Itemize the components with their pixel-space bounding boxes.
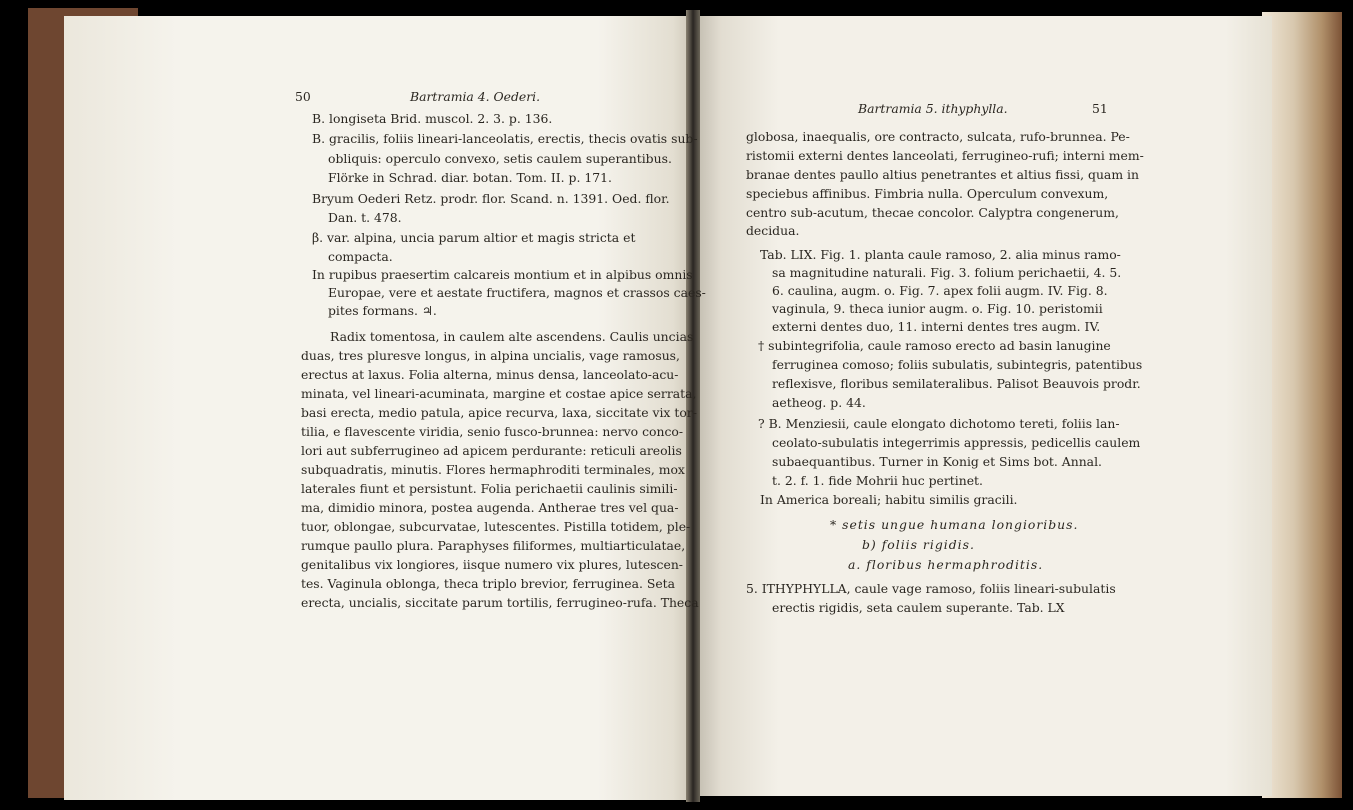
section-heading: a. floribus hermaphroditis. (848, 557, 1044, 572)
text-line: In America boreali; habitu similis gracili. (760, 492, 1018, 507)
text-line: tes. Vaginula oblonga, theca triplo brevior, ferruginea. Seta (301, 576, 676, 591)
text-line: obliquis: operculo convexo, setis caulem superantibus. (328, 151, 672, 166)
text-line: vaginula, 9. theca iunior augm. o. Fig. 10. peristomii (772, 301, 1103, 316)
text-line: ceolato-subulatis integerrimis appressis, pedicellis caulem (772, 435, 1141, 450)
text-line: speciebus affinibus. Fimbria nulla. Operculum convexum, (746, 186, 1109, 201)
text-line: Flörke in Schrad. diar. botan. Tom. II. p. 171. (328, 170, 612, 185)
text-line: ma, dimidio minora, postea augenda. Antherae tres vel qua- (301, 500, 679, 515)
text-line: pites formans. ♃. (328, 303, 437, 318)
text-line: laterales fiunt et persistunt. Folia perichaetii caulinis simili- (301, 481, 678, 496)
text-line: branae dentes paullo altius penetrantes et altius fissi, quam in (746, 167, 1139, 182)
text-line: t. 2. f. 1. fide Mohrii huc pertinet. (772, 473, 983, 488)
text-line: basi erecta, medio patula, apice recurva, laxa, siccitate vix tor- (301, 405, 697, 420)
text-line: † subintegrifolia, caule ramoso erecto ad basin lanugine (758, 338, 1111, 353)
left-running-head: Bartramia 4. Oederi. (410, 89, 541, 104)
section-heading: * setis ungue humana longioribus. (830, 517, 1079, 532)
text-line: centro sub-acutum, thecae concolor. Calyptra congenerum, (746, 205, 1119, 220)
text-line: duas, tres pluresve longus, in alpina uncialis, vage ramosus, (301, 348, 680, 363)
text-line: ristomii externi dentes lanceolati, ferrugineo-rufi; interni mem- (746, 148, 1144, 163)
text-line: erectis rigidis, seta caulem superante. Tab. LX (772, 600, 1065, 615)
text-line: erecta, uncialis, siccitate parum tortilis, ferrugineo-rufa. Theca (301, 595, 699, 610)
text-line: B. gracilis, foliis lineari-lanceolatis, erectis, thecis ovatis sub- (312, 131, 698, 146)
text-line: minata, vel lineari-acuminata, margine et costae apice serrata, (301, 386, 697, 401)
text-line: subaequantibus. Turner in Konig et Sims bot. Annal. (772, 454, 1102, 469)
text-line: erectus at laxus. Folia alterna, minus densa, lanceolato-acu- (301, 367, 679, 382)
text-line: aetheog. p. 44. (772, 395, 866, 410)
left-page-number: 50 (295, 89, 311, 104)
text-line: Tab. LIX. Fig. 1. planta caule ramoso, 2. alia minus ramo- (760, 247, 1121, 262)
section-heading: b) foliis rigidis. (862, 537, 975, 552)
right-running-head: Bartramia 5. ithyphylla. (858, 101, 1008, 116)
text-line: tilia, e flavescente viridia, senio fusco-brunnea: nervo conco- (301, 424, 684, 439)
text-line: reflexisve, floribus semilateralibus. Palisot Beauvois prodr. (772, 376, 1141, 391)
text-line: ? B. Menziesii, caule elongato dichotomo tereti, foliis lan- (758, 416, 1120, 431)
text-line: ferruginea comoso; foliis subulatis, subintegris, patentibus (772, 357, 1143, 372)
text-line: subquadratis, minutis. Flores hermaphroditi terminales, mox (301, 462, 685, 477)
text-line: compacta. (328, 249, 393, 264)
text-line: 6. caulina, augm. o. Fig. 7. apex folii augm. IV. Fig. 8. (772, 283, 1108, 298)
text-line: lori aut subferrugineo ad apicem perdurante: reticuli areolis (301, 443, 682, 458)
text-line: tuor, oblongae, subcurvatae, lutescentes. Pistilla totidem, ple- (301, 519, 691, 534)
text-line: genitalibus vix longiores, iisque numero vix plures, lutescen- (301, 557, 683, 572)
text-line: sa magnitudine naturali. Fig. 3. folium perichaetii, 4. 5. (772, 265, 1122, 280)
text-line: 5. ITHYPHYLLA, caule vage ramoso, foliis lineari-subulatis (746, 581, 1116, 596)
text-line: In rupibus praesertim calcareis montium et in alpibus omnis (312, 267, 693, 282)
text-line: β. var. alpina, uncia parum altior et magis stricta et (312, 230, 636, 245)
text-line: B. longiseta Brid. muscol. 2. 3. p. 136. (312, 111, 553, 126)
text-line: globosa, inaequalis, ore contracto, sulcata, rufo-brunnea. Pe- (746, 129, 1130, 144)
text-line: externi dentes duo, 11. interni dentes tres augm. IV. (772, 319, 1101, 334)
text-line: Radix tomentosa, in caulem alte ascendens. Caulis uncias (330, 329, 694, 344)
right-page-number: 51 (1092, 101, 1108, 116)
text-line: Bryum Oederi Retz. prodr. flor. Scand. n. 1391. Oed. flor. (312, 191, 670, 206)
book-page-edges-right (1262, 12, 1342, 798)
text-line: Dan. t. 478. (328, 210, 402, 225)
text-line: rumque paullo plura. Paraphyses filiformes, multiarticulatae, (301, 538, 686, 553)
text-line: decidua. (746, 223, 800, 238)
text-line: Europae, vere et aestate fructifera, magnos et crassos caes- (328, 285, 706, 300)
